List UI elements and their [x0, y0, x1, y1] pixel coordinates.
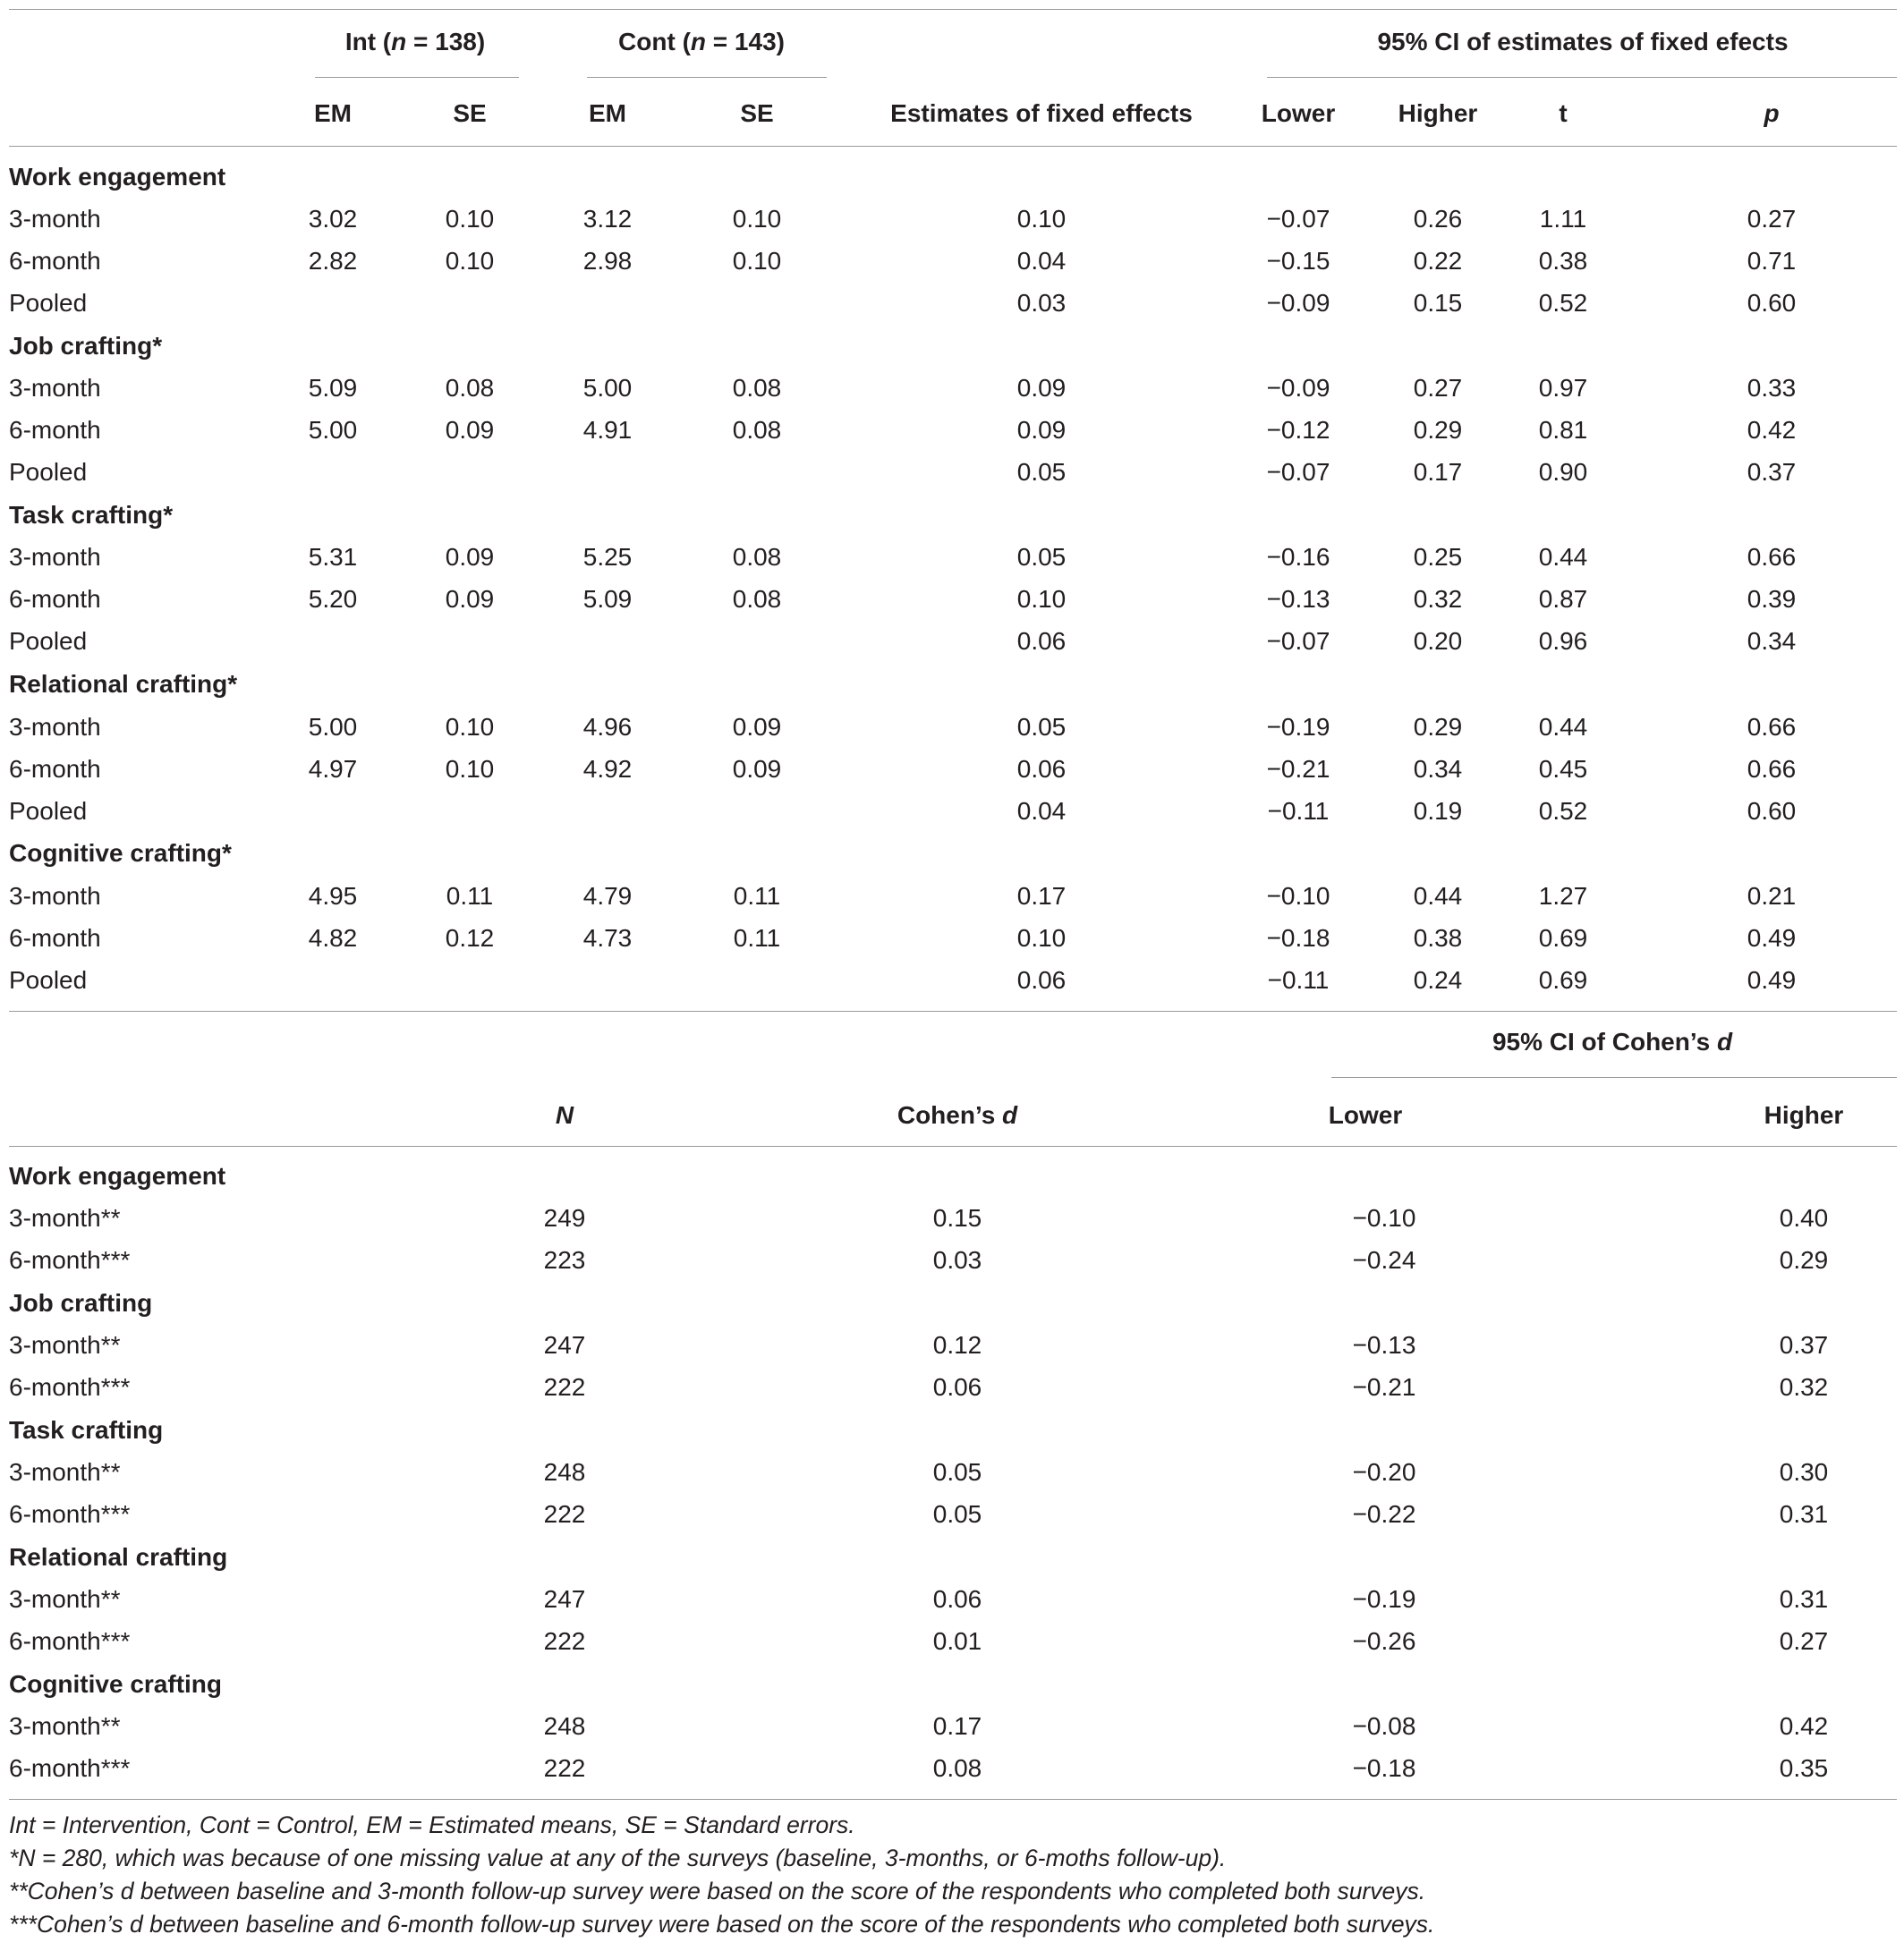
ci-lower: −0.11	[1267, 797, 1330, 825]
int-se: 0.12	[445, 924, 495, 952]
cohens-d-value: 0.15	[932, 1204, 982, 1232]
int-group-underline	[315, 77, 519, 78]
p-value: 0.27	[1747, 205, 1797, 233]
p-value: 0.37	[1747, 458, 1797, 486]
row-label: 6-month***	[9, 1754, 131, 1782]
col-n: N	[555, 1101, 574, 1129]
int-em: 2.82	[308, 247, 358, 275]
row-label: 3-month**	[9, 1204, 121, 1232]
cont-se: 0.11	[733, 882, 781, 910]
estimate: 0.10	[1016, 924, 1067, 952]
footnote: *N = 280, which was because of one missing value at any of the surveys (baseline, 3-months, or 6-moths follow-up).	[9, 1845, 1227, 1871]
row-label: 6-month	[9, 416, 101, 444]
row-label: 6-month	[9, 924, 101, 952]
estimate: 0.06	[1016, 966, 1067, 994]
ci-cohens-d-group-header: 95% CI of Cohen’s d	[1492, 1028, 1733, 1056]
n-value: 248	[543, 1458, 586, 1486]
row-label: 3-month	[9, 543, 101, 571]
int-se: 0.10	[445, 713, 495, 741]
table2-bottom-rule	[9, 1799, 1897, 1800]
row-label: 6-month	[9, 755, 101, 783]
p-value: 0.21	[1747, 882, 1797, 910]
t-value: 0.97	[1538, 374, 1588, 402]
p-value: 0.33	[1747, 374, 1797, 402]
p-value: 0.66	[1747, 755, 1797, 783]
estimate: 0.17	[1016, 882, 1067, 910]
row-label: 3-month**	[9, 1331, 121, 1359]
ci-higher: 0.17	[1413, 458, 1463, 486]
section-title: Work engagement	[9, 163, 226, 191]
int-em: 5.20	[308, 585, 358, 613]
cohens-d-value: 0.05	[932, 1458, 982, 1486]
estimate: 0.06	[1016, 627, 1067, 655]
cont-se: 0.08	[732, 416, 782, 444]
ci-lower: −0.11	[1267, 966, 1330, 994]
int-em: 5.31	[308, 543, 358, 571]
int-em: 4.82	[308, 924, 358, 952]
ci-higher: 0.29	[1413, 713, 1463, 741]
cohens-d-value: 0.06	[932, 1373, 982, 1401]
t-value: 1.11	[1539, 205, 1587, 233]
p-value: 0.66	[1747, 713, 1797, 741]
col-higher: Higher	[1398, 99, 1478, 127]
p-value: 0.42	[1747, 416, 1797, 444]
n-value: 223	[543, 1246, 586, 1274]
col-estimates: Estimates of fixed effects	[890, 99, 1193, 127]
ci-higher: 0.32	[1779, 1373, 1829, 1401]
cont-se: 0.09	[732, 755, 782, 783]
int-se: 0.09	[445, 416, 495, 444]
ci-lower: −0.20	[1352, 1458, 1416, 1486]
ci-lower: −0.26	[1352, 1627, 1416, 1655]
n-value: 247	[543, 1331, 586, 1359]
row-label: 6-month	[9, 585, 101, 613]
ci-lower: −0.09	[1266, 289, 1330, 317]
col-lower: Lower	[1261, 99, 1336, 127]
ci-higher: 0.25	[1413, 543, 1463, 571]
row-label: Pooled	[9, 627, 88, 655]
section-title: Cognitive crafting	[9, 1670, 223, 1698]
n-value: 249	[543, 1204, 586, 1232]
int-em: 4.97	[308, 755, 358, 783]
ci-lower: −0.21	[1266, 755, 1330, 783]
t-value: 0.45	[1538, 755, 1588, 783]
ci-lower: −0.21	[1352, 1373, 1416, 1401]
ci-higher: 0.38	[1413, 924, 1463, 952]
int-se: 0.11	[446, 882, 494, 910]
estimate: 0.06	[1016, 755, 1067, 783]
footnote: Int = Intervention, Cont = Control, EM = Estimated means, SE = Standard errors.	[9, 1811, 855, 1838]
ci-lower: −0.19	[1352, 1585, 1416, 1613]
int-em: 5.09	[308, 374, 358, 402]
ci-lower: −0.18	[1352, 1754, 1416, 1782]
col-d-higher: Higher	[1764, 1101, 1844, 1129]
cohens-d-value: 0.05	[932, 1500, 982, 1528]
ci-cohens-d-underline	[1331, 1077, 1897, 1078]
estimate: 0.03	[1016, 289, 1067, 317]
cohens-d-value: 0.06	[932, 1585, 982, 1613]
cont-em: 4.73	[582, 924, 633, 952]
cohens-d-value: 0.01	[932, 1627, 982, 1655]
ci-higher: 0.27	[1413, 374, 1463, 402]
ci-higher: 0.31	[1779, 1585, 1829, 1613]
ci-higher: 0.42	[1779, 1712, 1829, 1740]
p-value: 0.60	[1747, 289, 1797, 317]
row-label: 3-month	[9, 882, 101, 910]
section-title: Relational crafting*	[9, 670, 238, 698]
ci-higher: 0.29	[1779, 1246, 1829, 1274]
col-cont-se: SE	[740, 99, 774, 127]
t-value: 0.90	[1538, 458, 1588, 486]
ci-lower: −0.10	[1266, 882, 1330, 910]
int-se: 0.09	[445, 543, 495, 571]
t-value: 0.38	[1538, 247, 1588, 275]
row-label: Pooled	[9, 289, 88, 317]
cont-se: 0.10	[732, 247, 782, 275]
int-se: 0.10	[445, 205, 495, 233]
n-value: 247	[543, 1585, 586, 1613]
estimate: 0.05	[1016, 543, 1067, 571]
footnote: **Cohen’s d between baseline and 3-month follow-up survey were based on the score of the respondents who completed both surveys.	[9, 1878, 1426, 1904]
int-em: 5.00	[308, 416, 358, 444]
ci-higher: 0.29	[1413, 416, 1463, 444]
ci-group-underline	[1267, 77, 1897, 78]
row-label: Pooled	[9, 797, 88, 825]
ci-lower: −0.07	[1266, 458, 1330, 486]
row-label: 6-month***	[9, 1627, 131, 1655]
section-title: Job crafting	[9, 1289, 153, 1317]
n-value: 222	[543, 1373, 586, 1401]
int-em: 5.00	[308, 713, 358, 741]
int-se: 0.10	[445, 247, 495, 275]
ci-higher: 0.19	[1413, 797, 1463, 825]
int-em: 3.02	[308, 205, 358, 233]
row-label: 3-month	[9, 205, 101, 233]
ci-lower: −0.13	[1352, 1331, 1416, 1359]
estimate: 0.10	[1016, 205, 1067, 233]
cohens-d-value: 0.17	[932, 1712, 982, 1740]
int-group-header: Int (n = 138)	[344, 28, 486, 55]
cont-group-underline	[587, 77, 827, 78]
section-title: Job crafting*	[9, 332, 163, 360]
cont-em: 5.00	[582, 374, 633, 402]
col-int-se: SE	[453, 99, 487, 127]
ci-lower: −0.10	[1352, 1204, 1416, 1232]
ci-higher: 0.44	[1413, 882, 1463, 910]
row-label: 6-month***	[9, 1246, 131, 1274]
t-value: 0.44	[1538, 713, 1588, 741]
ci-higher: 0.34	[1413, 755, 1463, 783]
cont-se: 0.08	[732, 543, 782, 571]
row-label: 3-month	[9, 713, 101, 741]
ci-higher: 0.40	[1779, 1204, 1829, 1232]
table1-top-rule	[9, 9, 1897, 10]
cohens-d-value: 0.08	[932, 1754, 982, 1782]
int-se: 0.10	[445, 755, 495, 783]
cont-group-header: Cont (n = 143)	[618, 28, 785, 55]
ci-higher: 0.37	[1779, 1331, 1829, 1359]
ci-lower: −0.19	[1266, 713, 1330, 741]
t-value: 0.69	[1538, 924, 1588, 952]
col-cohens-d: Cohen’s d	[897, 1101, 1018, 1129]
ci-lower: −0.13	[1266, 585, 1330, 613]
p-value: 0.49	[1747, 966, 1797, 994]
ci-lower: −0.09	[1266, 374, 1330, 402]
section-title: Work engagement	[9, 1162, 226, 1190]
t-value: 0.52	[1538, 797, 1588, 825]
ci-higher: 0.20	[1413, 627, 1463, 655]
ci-higher: 0.35	[1779, 1754, 1829, 1782]
n-value: 248	[543, 1712, 586, 1740]
col-p: p	[1764, 99, 1780, 127]
p-value: 0.49	[1747, 924, 1797, 952]
cont-em: 4.79	[582, 882, 633, 910]
table1-bottom-rule	[9, 1011, 1897, 1012]
cont-em: 5.09	[582, 585, 633, 613]
row-label: 3-month	[9, 374, 101, 402]
table2-header-rule	[9, 1146, 1897, 1147]
t-value: 0.52	[1538, 289, 1588, 317]
col-int-em: EM	[314, 99, 352, 127]
ci-lower: −0.07	[1266, 627, 1330, 655]
n-value: 222	[543, 1500, 586, 1528]
col-d-lower: Lower	[1328, 1101, 1403, 1129]
cont-se: 0.10	[732, 205, 782, 233]
n-value: 222	[543, 1754, 586, 1782]
cohens-d-value: 0.12	[932, 1331, 982, 1359]
ci-lower: −0.22	[1352, 1500, 1416, 1528]
cont-em: 2.98	[582, 247, 633, 275]
p-value: 0.60	[1747, 797, 1797, 825]
row-label: 6-month	[9, 247, 101, 275]
t-value: 0.44	[1538, 543, 1588, 571]
ci-lower: −0.08	[1352, 1712, 1416, 1740]
t-value: 0.96	[1538, 627, 1588, 655]
footnote: ***Cohen’s d between baseline and 6-month follow-up survey were based on the score of the respondents who completed both surveys.	[9, 1911, 1435, 1938]
cont-em: 5.25	[582, 543, 633, 571]
ci-higher: 0.26	[1413, 205, 1463, 233]
cont-se: 0.09	[732, 713, 782, 741]
ci-higher: 0.24	[1413, 966, 1463, 994]
estimate: 0.05	[1016, 458, 1067, 486]
cont-em: 4.91	[582, 416, 633, 444]
col-cont-em: EM	[589, 99, 626, 127]
ci-higher: 0.15	[1413, 289, 1463, 317]
p-value: 0.34	[1747, 627, 1797, 655]
t-value: 0.69	[1538, 966, 1588, 994]
cont-em: 4.96	[582, 713, 633, 741]
p-value: 0.39	[1747, 585, 1797, 613]
n-value: 222	[543, 1627, 586, 1655]
ci-higher: 0.32	[1413, 585, 1463, 613]
row-label: Pooled	[9, 458, 88, 486]
section-title: Relational crafting	[9, 1543, 228, 1571]
section-title: Task crafting*	[9, 501, 174, 529]
estimate: 0.09	[1016, 416, 1067, 444]
cont-em: 4.92	[582, 755, 633, 783]
cont-se: 0.11	[733, 924, 781, 952]
table1-header-rule	[9, 146, 1897, 147]
t-value: 0.87	[1538, 585, 1588, 613]
section-title: Cognitive crafting*	[9, 839, 232, 867]
int-se: 0.08	[445, 374, 495, 402]
cont-em: 3.12	[582, 205, 633, 233]
row-label: Pooled	[9, 966, 88, 994]
row-label: 6-month***	[9, 1500, 131, 1528]
ci-higher: 0.27	[1779, 1627, 1829, 1655]
int-se: 0.09	[445, 585, 495, 613]
col-t: t	[1559, 99, 1568, 127]
estimate: 0.05	[1016, 713, 1067, 741]
cont-se: 0.08	[732, 374, 782, 402]
section-title: Task crafting	[9, 1416, 164, 1444]
ci-lower: −0.24	[1352, 1246, 1416, 1274]
t-value: 0.81	[1538, 416, 1588, 444]
p-value: 0.66	[1747, 543, 1797, 571]
estimate: 0.09	[1016, 374, 1067, 402]
estimate: 0.04	[1016, 247, 1067, 275]
ci-fixed-effects-group-header: 95% CI of estimates of fixed efects	[1377, 28, 1789, 55]
ci-higher: 0.31	[1779, 1500, 1829, 1528]
row-label: 6-month***	[9, 1373, 131, 1401]
ci-lower: −0.18	[1266, 924, 1330, 952]
estimate: 0.04	[1016, 797, 1067, 825]
ci-higher: 0.30	[1779, 1458, 1829, 1486]
cont-se: 0.08	[732, 585, 782, 613]
ci-lower: −0.16	[1266, 543, 1330, 571]
ci-higher: 0.22	[1413, 247, 1463, 275]
ci-lower: −0.12	[1266, 416, 1330, 444]
cohens-d-value: 0.03	[932, 1246, 982, 1274]
ci-lower: −0.15	[1266, 247, 1330, 275]
row-label: 3-month**	[9, 1458, 121, 1486]
ci-lower: −0.07	[1266, 205, 1330, 233]
p-value: 0.71	[1747, 247, 1797, 275]
t-value: 1.27	[1538, 882, 1588, 910]
row-label: 3-month**	[9, 1712, 121, 1740]
estimate: 0.10	[1016, 585, 1067, 613]
int-em: 4.95	[308, 882, 358, 910]
row-label: 3-month**	[9, 1585, 121, 1613]
